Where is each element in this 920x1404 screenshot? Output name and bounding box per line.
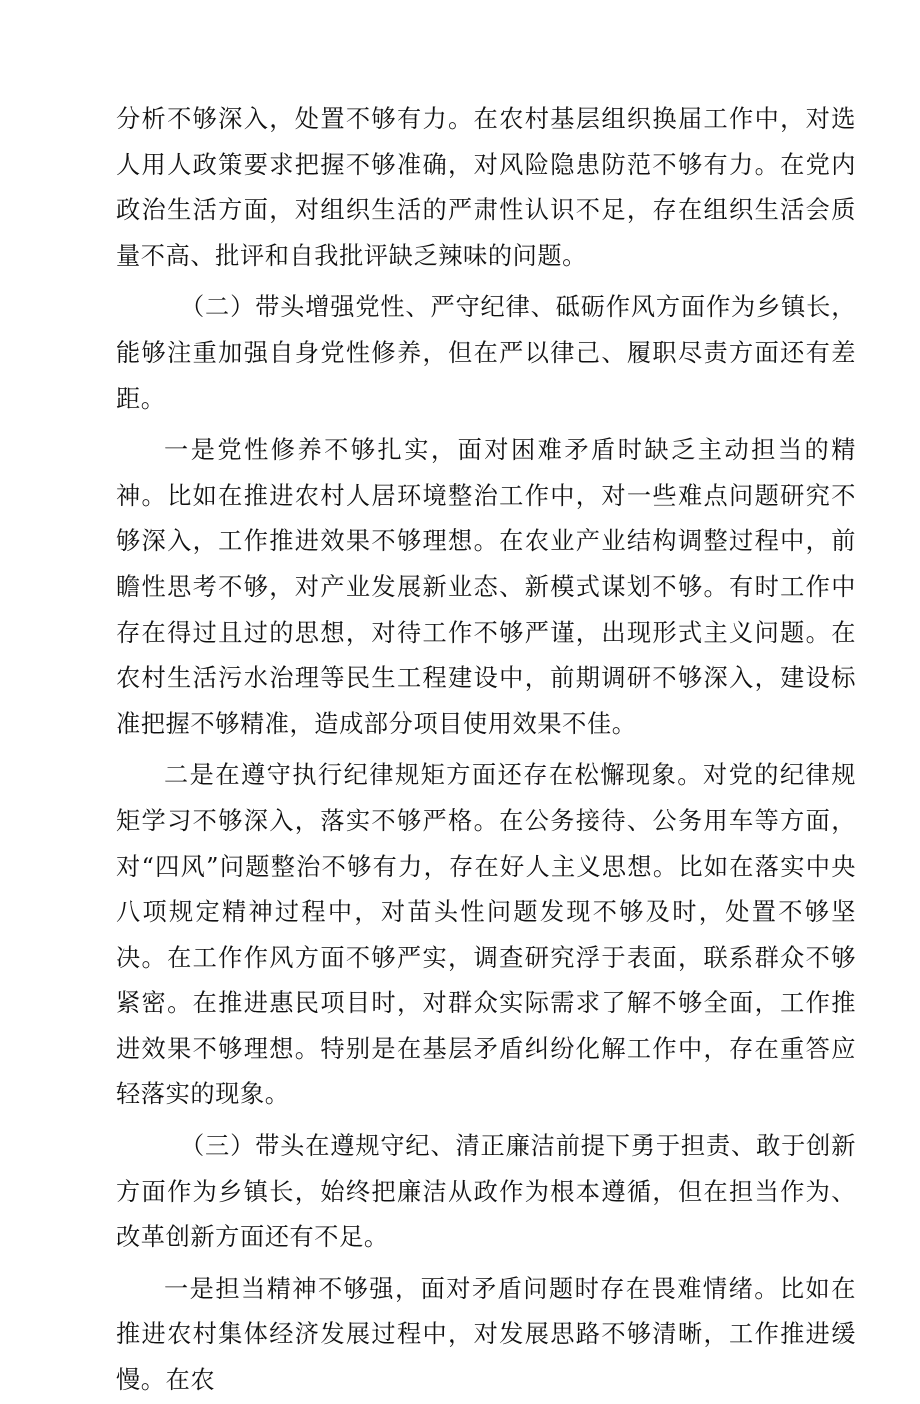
paragraph-continued: 分析不够深入，处置不够有力。在农村基层组织换届工作中，对选人用人政策要求把握不够准确，对风险隐患防范不够有力。在党内政治生活方面，对组织生活的严肃性认识不足，存在组织生活会质量不高、批评和自我批评缺乏辣味的问题。 — [116, 105, 856, 270]
paragraph-party-spirit: 一是党性修养不够扎实，面对困难矛盾时缺乏主动担当的精神。比如在推进农村人居环境整治工作中，对一些难点问题研究不够深入，工作推进效果不够理想。在农业产业结构调整过程中，前瞻性思考不够，对产业发展新业态、新模式谋划不够。有时工作中存在得过且过的思想，对待工作不够严谨，出现形式主义问题。在农村生活污水治理等民生工程建设中，前期调研不够深入，建设标准把握不够精准，造成部分项目使用效果不佳。 — [116, 436, 856, 738]
section-heading-two: （二）带头增强党性、严守纪律、砥砺作风方面作为乡镇长，能够注重加强自身党性修养，但在严以律己、履职尽责方面还有差距。 — [116, 293, 856, 413]
paragraph-responsibility: 一是担当精神不够强，面对矛盾问题时存在畏难情绪。比如在推进农村集体经济发展过程中，对发展思路不够清晰，工作推进缓慢。在农 — [116, 1274, 856, 1395]
document-body — [116, 97, 856, 1404]
section-heading-three: （三）带头在遵规守纪、清正廉洁前提下勇于担责、敢于创新方面作为乡镇长，始终把廉洁从政作为根本遵循，但在担当作为、改革创新方面还有不足。 — [116, 1132, 856, 1252]
paragraph-discipline: 二是在遵守执行纪律规矩方面还存在松懈现象。对党的纪律规矩学习不够深入，落实不够严格。在公务接待、公务用车等方面，对“四风”问题整治不够有力，存在好人主义思想。比如在落实中央八项规定精神过程中，对苗头性问题发现不够及时，处置不够坚决。在工作作风方面不够严实，调查研究浮于表面，联系群众不够紧密。在推进惠民项目时，对群众实际需求了解不够全面，工作推进效果不够理想。特别是在基层矛盾纠纷化解工作中，存在重答应轻落实的现象。 — [116, 761, 856, 1109]
